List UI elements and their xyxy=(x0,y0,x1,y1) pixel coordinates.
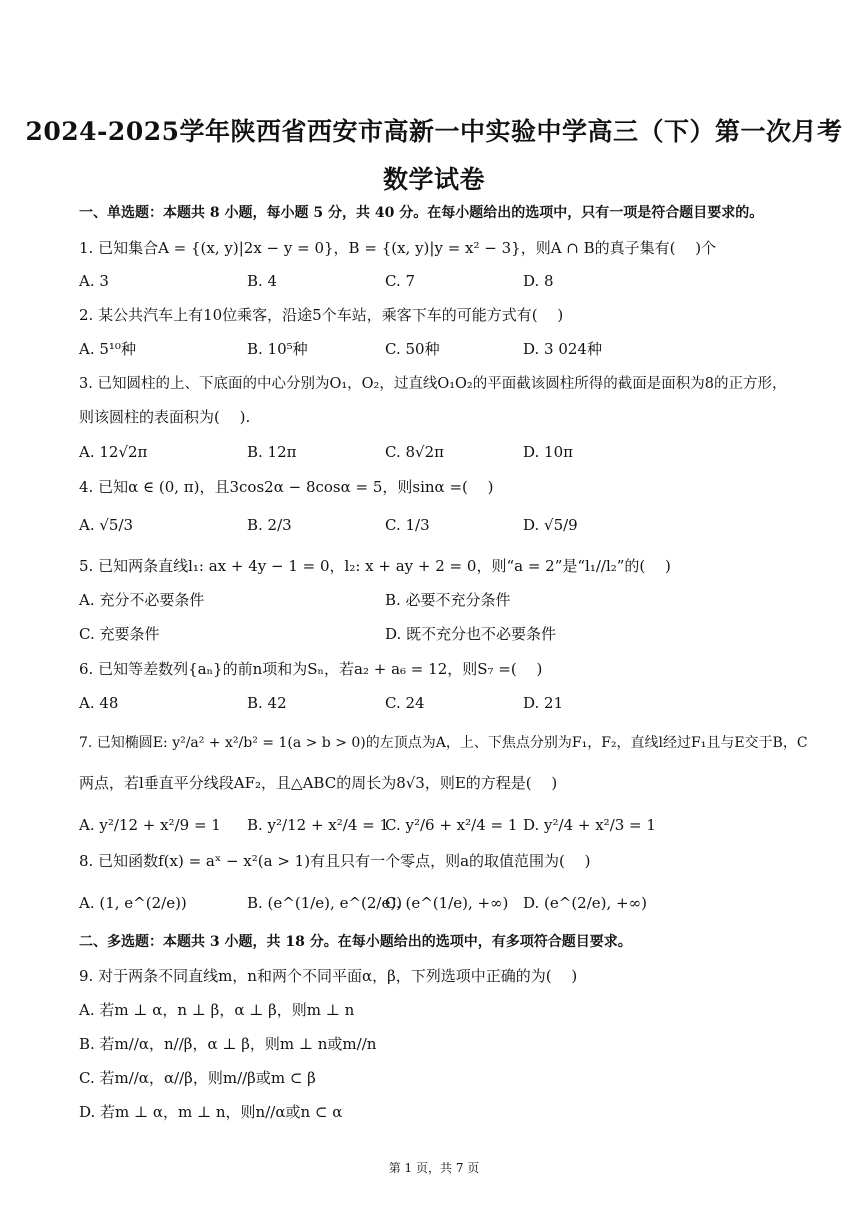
option-d: D. 8 xyxy=(523,272,554,290)
question-9-option-a: A. 若m ⊥ α，n ⊥ β，α ⊥ β，则m ⊥ n xyxy=(79,1001,355,1019)
option-d: D. y²/4 + x²/3 = 1 xyxy=(523,816,656,834)
option-b: B. 12π xyxy=(247,443,297,461)
option-b: B. 42 xyxy=(247,694,287,712)
option-b: B. 4 xyxy=(247,272,278,290)
option-c: C. 24 xyxy=(385,694,425,712)
question-5-stem: 5. 已知两条直线l₁: ax + 4y − 1 = 0，l₂: x + ay + 2 = 0，则“a = 2”是“l₁//l₂”的( ) xyxy=(79,557,671,575)
question-6-stem: 6. 已知等差数列{aₙ}的前n项和为Sₙ，若a₂ + a₆ = 12，则S₇ =( ) xyxy=(79,660,543,678)
question-7-stem-line1: 7. 已知椭圆E: y²/a² + x²/b² = 1(a > b > 0)的左顶点为A，上、下焦点分别为F₁，F₂，直线l经过F₁且与E交于B，C xyxy=(79,735,808,751)
option-a: A. 12√2π xyxy=(79,443,148,461)
option-b: B. y²/12 + x²/4 = 1 xyxy=(247,816,390,834)
option-c: C. 50种 xyxy=(385,340,440,358)
option-a: A. (1, e^(2/e)) xyxy=(79,894,187,912)
option-b: B. 2/3 xyxy=(247,516,292,534)
option-a: A. 5¹⁰种 xyxy=(79,340,136,358)
exam-title-line2: 数学试卷 xyxy=(382,165,485,194)
section-heading-single-choice: 一、单选题：本题共 8 小题，每小题 5 分，共 40 分。在每小题给出的选项中，只有一项是符合题目要求的。 xyxy=(79,205,764,221)
question-1-stem: 1. 已知集合A = {(x, y)|2x − y = 0}，B = {(x, y)|y = x² − 3}，则A ∩ B的真子集有( )个 xyxy=(79,239,717,257)
option-c: C. 1/3 xyxy=(385,516,430,534)
question-9-option-c: C. 若m//α，α//β，则m//β或m ⊂ β xyxy=(79,1069,316,1087)
question-9-option-b: B. 若m//α，n//β，α ⊥ β，则m ⊥ n或m//n xyxy=(79,1035,377,1053)
question-3-stem-line1: 3. 已知圆柱的上、下底面的中心分别为O₁，O₂，过直线O₁O₂的平面截该圆柱所得的截面是面积为8的正方形， xyxy=(79,376,787,392)
page-footer: 第 1 页，共 7 页 xyxy=(388,1161,480,1175)
option-c: C. 8√2π xyxy=(385,443,444,461)
exam-title-line1: 2024-2025学年陕西省西安市高新一中实验中学高三（下）第一次月考 xyxy=(25,117,843,146)
option-c: C. 7 xyxy=(385,272,416,290)
option-a: A. y²/12 + x²/9 = 1 xyxy=(79,816,221,834)
question-9-stem: 9. 对于两条不同直线m，n和两个不同平面α，β，下列选项中正确的为( ) xyxy=(79,967,578,985)
option-b: B. 10⁵种 xyxy=(247,340,308,358)
option-d: D. 既不充分也不必要条件 xyxy=(385,625,557,643)
option-c: C. 充要条件 xyxy=(79,625,160,643)
option-b: B. 必要不充分条件 xyxy=(385,591,511,609)
option-d: D. (e^(2/e), +∞) xyxy=(523,894,647,912)
option-c: C. y²/6 + x²/4 = 1 xyxy=(385,816,518,834)
question-4-stem: 4. 已知α ∈ (0, π)，且3cos2α − 8cosα = 5，则sinα =( ) xyxy=(79,478,494,496)
option-a: A. 3 xyxy=(79,272,109,290)
question-3-stem-line2: 则该圆柱的表面积为( ). xyxy=(79,408,251,426)
option-d: D. 3 024种 xyxy=(523,340,602,358)
option-b: B. (e^(1/e), e^(2/e)) xyxy=(247,894,403,912)
question-2-stem: 2. 某公共汽车上有10位乘客，沿途5个车站，乘客下车的可能方式有( ) xyxy=(79,306,564,324)
question-9-option-d: D. 若m ⊥ α，m ⊥ n，则n//α或n ⊂ α xyxy=(79,1103,343,1121)
option-d: D. √5/9 xyxy=(523,516,578,534)
option-d: D. 21 xyxy=(523,694,564,712)
question-8-stem: 8. 已知函数f(x) = aˣ − x²(a > 1)有且只有一个零点，则a的取值范围为( ) xyxy=(79,852,591,870)
option-a: A. 充分不必要条件 xyxy=(79,591,205,609)
option-a: A. 48 xyxy=(79,694,119,712)
option-d: D. 10π xyxy=(523,443,573,461)
option-c: C. (e^(1/e), +∞) xyxy=(385,894,509,912)
question-7-stem-line2: 两点，若l垂直平分线段AF₂，且△ABC的周长为8√3，则E的方程是( ) xyxy=(79,774,558,792)
option-a: A. √5/3 xyxy=(79,516,134,534)
section-heading-multi-choice: 二、多选题：本题共 3 小题，共 18 分。在每小题给出的选项中，有多项符合题目要求。 xyxy=(79,934,632,950)
